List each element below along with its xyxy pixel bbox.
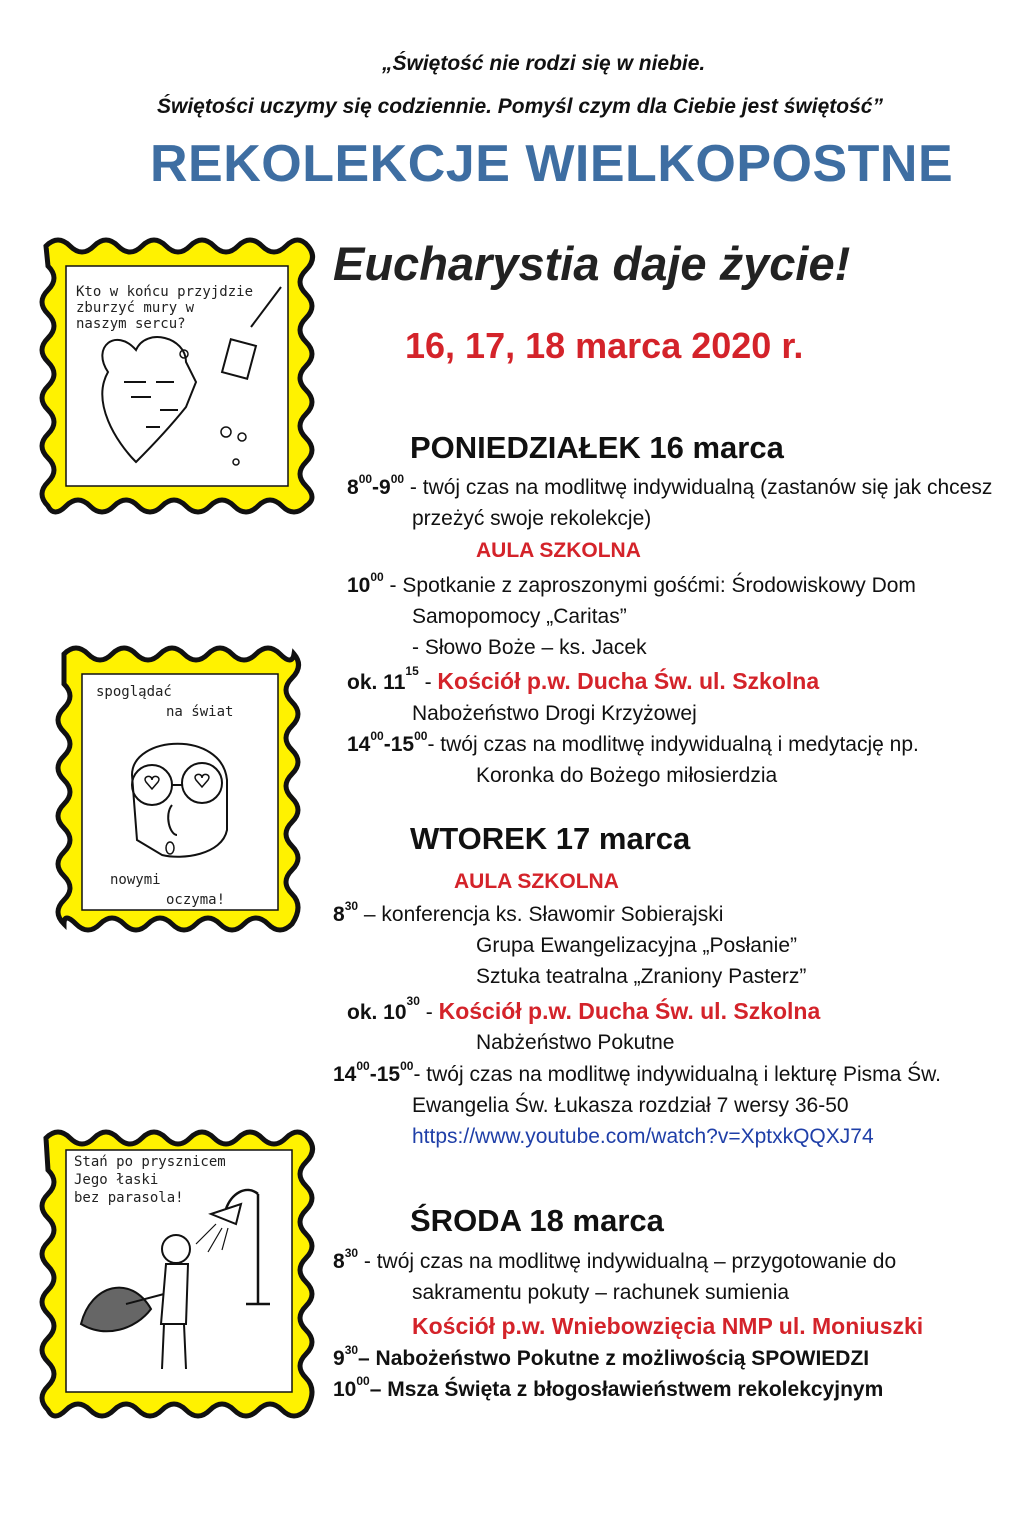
wednesday-item-2 [333, 1343, 870, 1371]
caption-2-line-2: na świat [166, 704, 234, 720]
tuesday-item-1-cont: Grupa Ewangelizacyjna „Posłanie” [476, 934, 797, 957]
tuesday-place-1: AULA SZKOLNA [454, 870, 619, 893]
monday-item-3 [347, 664, 820, 695]
tuesday-item-2-cont: Nabżeństwo Pokutne [476, 1031, 675, 1054]
wednesday-item-1 [333, 1246, 897, 1274]
time: 14 [333, 1063, 357, 1086]
event-dates: 16, 17, 18 marca 2020 r. [405, 325, 804, 366]
time-sup: 00 [390, 472, 405, 486]
caption-1-line-2: zburzyć mury w [76, 300, 195, 316]
time: -15 [383, 733, 415, 756]
caption-2-line-3: nowymi [110, 872, 161, 888]
caption-3-line-3: bez parasola! [74, 1190, 184, 1206]
time-sup: 00 [370, 570, 384, 584]
monday-item-2-cont2: - Słowo Boże – ks. Jacek [412, 636, 647, 659]
quote-line-2: Świętości uczymy się codziennie. Pomyśl czym dla Ciebie jest świętość” [157, 95, 883, 118]
monday-place-2: Kościół p.w. Ducha Św. ul. Szkolna [437, 668, 820, 694]
tuesday-item-2 [347, 994, 821, 1025]
time: 8 [333, 1250, 345, 1273]
time-sup: 00 [400, 1059, 414, 1073]
item-text: - twój czas na modlitwę indywidualną – przygotowanie do [358, 1250, 897, 1273]
tuesday-heading: WTOREK 17 marca [410, 821, 691, 856]
monday-item-1 [347, 472, 993, 500]
subtitle: Eucharystia daje życie! [333, 237, 851, 290]
wednesday-item-3 [333, 1374, 884, 1402]
tuesday-item-3-cont: Ewangelia Św. Łukasza rozdział 7 wersy 36-50 [412, 1094, 849, 1117]
tuesday-place-2: Kościół p.w. Ducha Św. ul. Szkolna [438, 998, 821, 1024]
time: 8 [333, 903, 345, 926]
dash: - [418, 671, 438, 694]
time-sup: 15 [405, 664, 419, 678]
time: ok. 10 [347, 1001, 407, 1024]
item-text: - twój czas na modlitwę indywidualną i medytację np. [427, 733, 919, 756]
caption-3-line-1: Stań po prysznicem [74, 1154, 226, 1170]
time: ok. 11 [347, 671, 406, 694]
time-sup: 30 [344, 899, 359, 913]
item-text: – Msza Święta z błogosławieństwem rekolekcyjnym [369, 1378, 884, 1401]
monday-heading: PONIEDZIAŁEK 16 marca [410, 430, 784, 465]
youtube-link[interactable]: https://www.youtube.com/watch?v=XptxkQQXJ74 [412, 1125, 874, 1148]
time: 14 [347, 733, 371, 756]
time-sup: 00 [370, 729, 384, 743]
illustration-shower-frame [36, 1124, 318, 1424]
time-sup: 00 [414, 729, 428, 743]
illustration-glasses-frame [52, 640, 304, 938]
time: 10 [333, 1378, 357, 1401]
monday-item-4-cont: Koronka do Bożego miłosierdzia [476, 764, 778, 787]
dash: - [419, 1001, 439, 1024]
caption-2-line-4: oczyma! [166, 892, 226, 908]
time: 9 [333, 1347, 345, 1370]
caption-1-line-1: Kto w końcu przyjdzie [76, 284, 254, 300]
monday-item-1-cont: przeżyć swoje rekolekcje) [412, 507, 652, 530]
item-text: - twój czas na modlitwę indywidualną (zastanów się jak chcesz [404, 476, 993, 499]
page-title: REKOLEKCJE WIELKOPOSTNE [150, 135, 954, 193]
time: -15 [369, 1063, 401, 1086]
time: 10 [347, 574, 371, 597]
item-text: – konferencja ks. Sławomir Sobierajski [358, 903, 724, 926]
time-sup: 30 [406, 994, 420, 1008]
time-sup: 00 [358, 472, 373, 486]
caption-1-line-3: naszym sercu? [76, 316, 186, 332]
wednesday-item-1-cont: sakramentu pokuty – rachunek sumienia [412, 1281, 790, 1304]
wednesday-heading: ŚRODA 18 marca [410, 1203, 664, 1238]
monday-item-4 [347, 729, 919, 757]
tuesday-item-1 [333, 899, 724, 927]
time: 8 [347, 476, 359, 499]
tuesday-item-1-cont2: Sztuka teatralna „Zraniony Pasterz” [476, 965, 807, 988]
monday-item-2 [347, 570, 916, 598]
time-sup: 00 [356, 1059, 370, 1073]
time-sup: 30 [344, 1343, 359, 1357]
monday-item-2-cont: Samopomocy „Caritas” [412, 605, 627, 628]
item-text: – Nabożeństwo Pokutne z możliwością SPOWIEDZI [358, 1347, 870, 1370]
tuesday-item-3 [333, 1059, 941, 1087]
item-text: - twój czas na modlitwę indywidualną i lekturę Pisma Św. [413, 1063, 941, 1086]
caption-3-line-2: Jego łaski [74, 1172, 159, 1188]
wavy-frame-icon [36, 232, 318, 518]
time-sup: 30 [344, 1246, 359, 1260]
monday-item-3-cont: Nabożeństwo Drogi Krzyżowej [412, 702, 697, 725]
caption-2-line-1: spoglądać [96, 684, 172, 700]
monday-place-1: AULA SZKOLNA [476, 539, 641, 562]
quote-line-1: „Świętość nie rodzi się w niebie. [382, 52, 706, 75]
item-text: - Spotkanie z zaproszonymi gośćmi: Środowiskowy Dom [383, 574, 916, 597]
wednesday-place-1: Kościół p.w. Wniebowzięcia NMP ul. Moniuszki [412, 1313, 924, 1339]
time-sup: 00 [356, 1374, 370, 1388]
time: -9 [372, 476, 391, 499]
illustration-heart-frame [36, 232, 318, 518]
